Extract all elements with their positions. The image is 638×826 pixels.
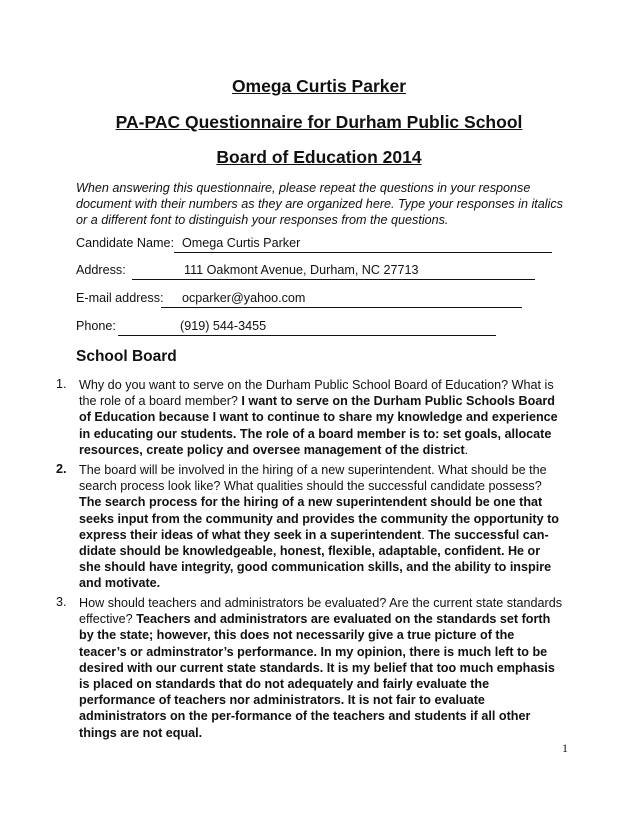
email-value: ocparker@yahoo.com — [182, 291, 306, 305]
phone-field — [76, 319, 267, 333]
question-number: 3. — [56, 595, 67, 609]
email-field — [76, 291, 306, 305]
section-title: School Board — [76, 348, 177, 365]
question-item — [79, 595, 563, 741]
address-value: 111 Oakmont Avenue, Durham, NC 27713 — [184, 263, 419, 277]
instructions-paragraph: When answering this questionnaire, please repeat the questions in your response document with their numbers as they are organized here. Type your responses in italics or a different font to distinguish your responses from the questions. — [76, 181, 563, 227]
address-field — [76, 263, 419, 277]
question-text: The board will be involved in the hiring of a new superintendent. What should be the search process look like? What qualities should the successful candidate possess? — [79, 463, 547, 494]
phone-value: (919) 544-3455 — [180, 319, 267, 333]
question-text: How should teachers and administrators be evaluated? Are the current state standards effective? — [79, 596, 563, 627]
questionnaire-title: PA-PAC Questionnaire for Durham Public School — [115, 112, 523, 132]
answer-text: Teachers and administrators are evaluated on the standards set forth by the state; however, this does not necessarily give a true picture of the teacer’s or adminstrator’s performance. In my opinion, there is much left to be desired with our current state standards. It is my belief that too much emphasis is placed on standards that do not adequately and fairly evaluate the performance of teachers nor administrators. It is not fair to evaluate administrators on the per-formance of the teachers and students if all other things are not equal. — [79, 612, 555, 740]
answer-text-continued: The successful can-didate should be knowledgeable, honest, flexible, adaptable, confident. He or she should have integrity, good communication skills, and the ability to inspire and motivate. — [79, 527, 552, 591]
answer-text: I want to serve on the Durham Public Schools Board of Education because I want to continue to share my knowledge and experience in educating our students. The role of a board member is to: set goals, allocate resources, create policy and oversee management of the district — [79, 394, 558, 457]
address-label: Address: — [76, 263, 126, 277]
phone-label: Phone: — [76, 319, 116, 333]
answer-punctuation: . — [464, 442, 469, 457]
question-item — [79, 377, 563, 458]
page-number: 1 — [562, 741, 568, 755]
phone-underline — [118, 319, 496, 336]
candidate-name-field — [76, 236, 301, 250]
answer-text: The search process for the hiring of a new superintendent should be one that seeks input from the community and provides the community the opportunity to express their ideas of what they seek in a superintendent — [79, 495, 560, 542]
answer-punctuation: . — [421, 527, 429, 542]
question-item — [79, 462, 563, 592]
candidate-title: Omega Curtis Parker — [231, 76, 407, 96]
candidate-name-value: Omega Curtis Parker — [182, 236, 301, 250]
question-text: Why do you want to serve on the Durham Public School Board of Education? What is the role of a board member? — [79, 378, 554, 409]
candidate-name-label: Candidate Name: — [76, 236, 175, 250]
question-number: 2. — [56, 462, 67, 476]
question-number: 1. — [56, 377, 67, 391]
board-title: Board of Education 2014 — [216, 147, 422, 167]
email-label: E-mail address: — [76, 291, 164, 305]
